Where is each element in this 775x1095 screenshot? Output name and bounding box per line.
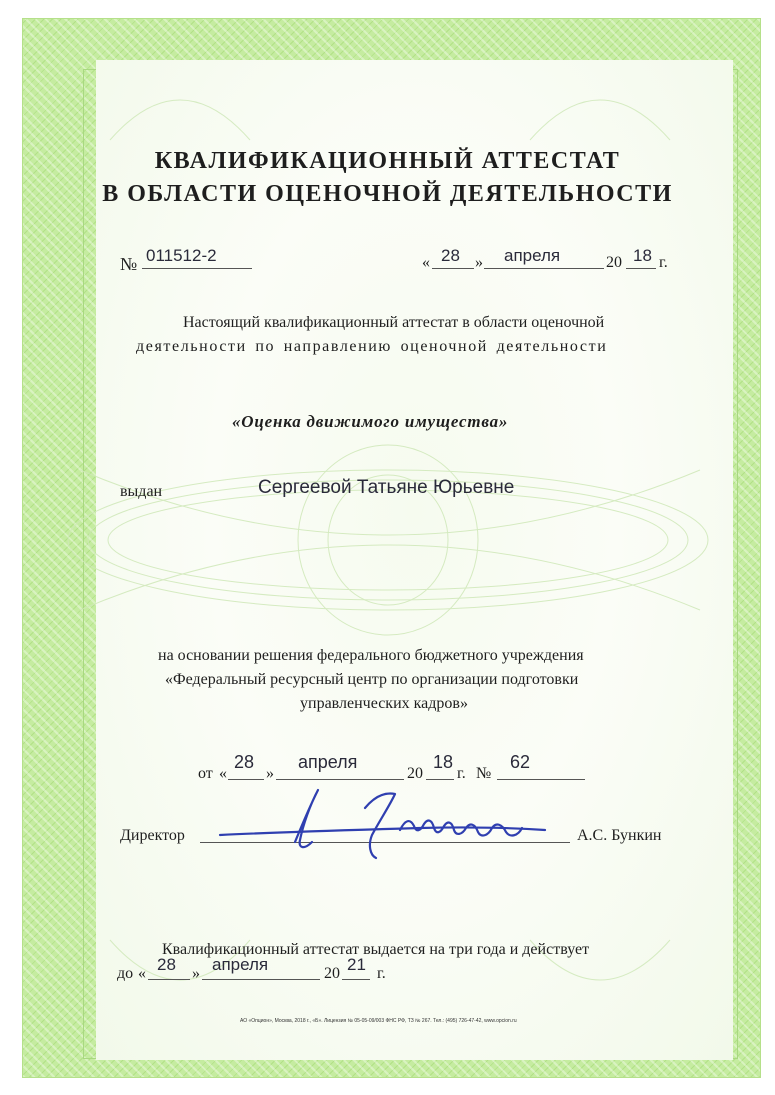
- date-open-quote: «: [422, 254, 430, 271]
- date-day: 28: [441, 246, 460, 265]
- number-underline: [142, 268, 252, 269]
- printer-imprint: АО «Опцион», Москва, 2018 г., «Б». Лицензия № 05-05-09/003 ФНС РФ, ТЗ № 267. Тел.: (495) 726-47-42, www.opcion.ru: [240, 1018, 517, 1024]
- director-label: Директор: [120, 827, 185, 844]
- issued-label: выдан: [120, 483, 163, 500]
- validity-year-underline: [342, 979, 370, 980]
- validity-year-suffix: 21: [347, 955, 366, 974]
- date-year-unit: г.: [659, 254, 668, 271]
- basis-line3: управленческих кадров»: [300, 695, 468, 712]
- director-signature: [200, 780, 560, 870]
- certificate-title-line2: В ОБЛАСТИ ОЦЕНОЧНОЙ ДЕЯТЕЛЬНОСТИ: [102, 181, 673, 207]
- date-year-prefix: 20: [606, 254, 622, 271]
- number-sign: №: [120, 254, 138, 274]
- decision-year-suffix: 18: [433, 752, 454, 772]
- validity-close-quote: »: [192, 965, 200, 982]
- validity-line1: Квалификационный аттестат выдается на три года и действует: [162, 941, 590, 958]
- recipient-name: Сергеевой Татьяне Юрьевне: [258, 477, 515, 498]
- date-day-underline: [432, 268, 474, 269]
- basis-line2: «Федеральный ресурсный центр по организации подготовки: [165, 671, 579, 688]
- validity-year-unit: г.: [377, 965, 386, 982]
- director-name: А.С. Бункин: [577, 827, 662, 844]
- date-year-underline: [626, 268, 656, 269]
- direction-title: «Оценка движимого имущества»: [232, 412, 509, 431]
- date-month: апреля: [504, 246, 561, 265]
- validity-year-prefix: 20: [324, 965, 340, 982]
- intro-line1: Настоящий квалификационный аттестат в области оценочной: [183, 314, 605, 331]
- decision-close-quote: »: [266, 765, 274, 782]
- decision-open-quote: «: [219, 765, 227, 782]
- decision-year-unit: г.: [457, 765, 466, 782]
- date-close-quote: »: [475, 254, 483, 271]
- decision-day: 28: [234, 752, 255, 772]
- validity-open-quote: «: [138, 965, 146, 982]
- date-month-underline: [484, 268, 604, 269]
- date-year-suffix: 18: [633, 246, 652, 265]
- validity-month: апреля: [212, 955, 269, 974]
- certificate-title-line1: КВАЛИФИКАЦИОННЫЙ АТТЕСТАТ: [154, 148, 621, 174]
- decision-year-prefix: 20: [407, 765, 423, 782]
- certificate-number: 011512-2: [146, 246, 217, 265]
- validity-month-underline: [202, 979, 320, 980]
- validity-until-label: до: [117, 965, 134, 982]
- decision-number: 62: [510, 752, 531, 772]
- decision-from-label: от: [198, 765, 213, 782]
- decision-month: апреля: [298, 752, 358, 772]
- validity-day: 28: [157, 955, 176, 974]
- intro-line2: деятельности по направлению оценочной деятельности: [136, 338, 608, 355]
- basis-line1: на основании решения федерального бюджетного учреждения: [158, 647, 584, 664]
- validity-day-underline: [148, 979, 190, 980]
- decision-number-sign: №: [476, 765, 492, 782]
